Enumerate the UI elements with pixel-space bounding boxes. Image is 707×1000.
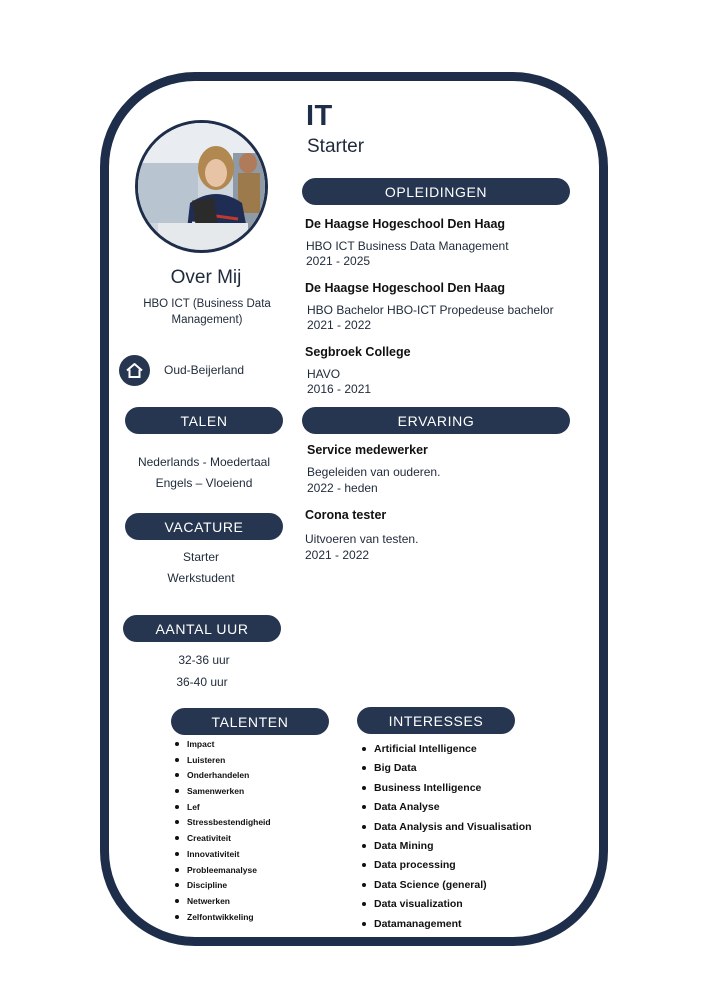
interest-item: Big Data (362, 761, 562, 780)
interest-item: Data visualization (362, 897, 562, 916)
talent-item: Onderhandelen (175, 769, 325, 785)
interest-item: Data Analysis and Visualisation (362, 820, 562, 839)
talent-item: Probleemanalyse (175, 864, 325, 880)
interest-item: Datamanagement (362, 917, 562, 936)
language-item: Engels – Vloeiend (155, 476, 253, 490)
interest-item: Data Science (general) (362, 878, 562, 897)
talent-item: Impact (175, 738, 325, 754)
education-institution: De Haagse Hogeschool Den Haag (305, 217, 506, 231)
talent-item: Discipline (175, 879, 325, 895)
about-heading: Over Mij (170, 267, 242, 288)
location-text: Oud-Beijerland (164, 363, 245, 377)
vacancy-item: Starter (182, 550, 219, 564)
talents-list (175, 738, 325, 926)
interest-item: Data processing (362, 858, 562, 877)
experience-description: Begeleiden van ouderen. (307, 465, 441, 479)
talent-item: Netwerken (175, 895, 325, 911)
interest-item: Data Analyse (362, 800, 562, 819)
interest-item: Business Intelligence (362, 781, 562, 800)
page-title: IT (306, 100, 333, 132)
interests-list (362, 742, 562, 936)
talent-item: Zelfontwikkeling (175, 911, 325, 927)
language-item: Nederlands - Moedertaal (137, 455, 271, 469)
talent-item: Samenwerken (175, 785, 325, 801)
education-period: 2021 - 2025 (306, 254, 371, 268)
talent-item: Innovativiteit (175, 848, 325, 864)
vacancy-item: Werkstudent (167, 571, 235, 585)
home-icon (119, 355, 150, 386)
talent-item: Creativiteit (175, 832, 325, 848)
education-program: HBO ICT Business Data Management (306, 239, 509, 253)
hours-item: 36-40 uur (176, 675, 228, 689)
section-header-interests: INTERESSES (357, 707, 515, 734)
section-header-education: OPLEIDINGEN (302, 178, 570, 205)
education-program: HBO Bachelor HBO-ICT Propedeuse bachelor (307, 303, 554, 317)
interest-item: Artificial Intelligence (362, 742, 562, 761)
experience-description: Uitvoeren van testen. (305, 532, 419, 546)
experience-period: 2022 - heden (307, 481, 378, 495)
experience-period: 2021 - 2022 (305, 548, 370, 562)
hours-item: 32-36 uur (178, 653, 230, 667)
section-header-languages: TALEN (125, 407, 283, 434)
talent-item: Stressbestendigheid (175, 816, 325, 832)
education-institution: De Haagse Hogeschool Den Haag (305, 281, 506, 295)
section-header-experience: ERVARING (302, 407, 570, 434)
experience-role: Corona tester (305, 508, 387, 522)
talent-item: Luisteren (175, 754, 325, 770)
experience-role: Service medewerker (307, 443, 428, 457)
section-header-talents: TALENTEN (171, 708, 329, 735)
education-institution: Segbroek College (305, 345, 411, 359)
about-description: HBO ICT (Business Data Management) (143, 298, 271, 326)
education-program: HAVO (307, 367, 341, 381)
section-header-hours: AANTAL UUR (123, 615, 281, 642)
interest-item: Data Mining (362, 839, 562, 858)
talent-item: Lef (175, 801, 325, 817)
page-subtitle: Starter (307, 136, 365, 157)
education-period: 2016 - 2021 (307, 382, 372, 396)
section-header-vacancy: VACATURE (125, 513, 283, 540)
education-period: 2021 - 2022 (307, 318, 372, 332)
profile-photo (135, 120, 268, 253)
